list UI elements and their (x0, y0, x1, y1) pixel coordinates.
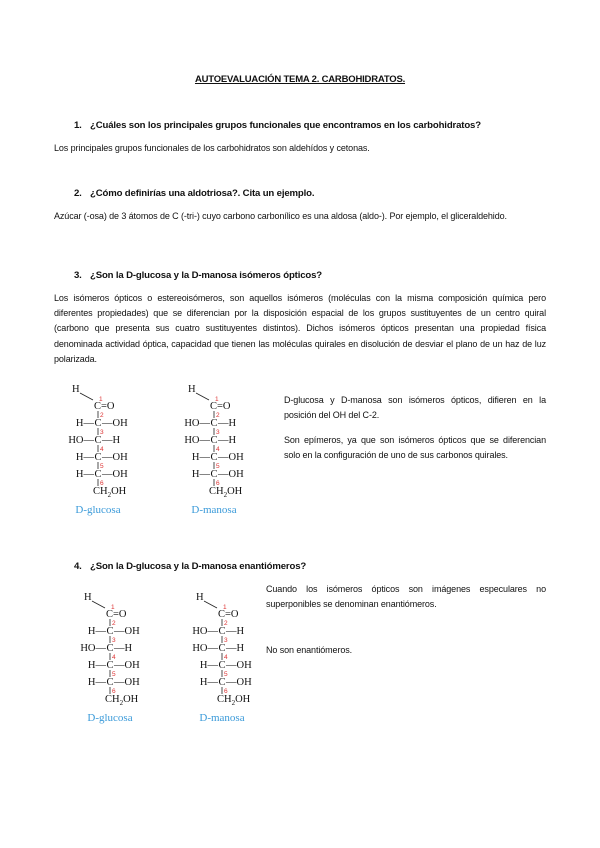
carbon-number: 1 (223, 604, 227, 611)
bond-line (80, 393, 93, 400)
carbon-number: 3 (112, 637, 116, 644)
chiral-carbon: C (106, 677, 114, 688)
terminal-group (217, 694, 251, 707)
terminal-sub: 2 (223, 491, 228, 499)
left-substituent: HO— (192, 643, 218, 654)
chiral-carbon: C (106, 643, 114, 654)
carbon-number: 2 (216, 412, 220, 419)
glucose-structure-q3 (56, 382, 166, 532)
left-substituent: HO— (80, 643, 106, 654)
left-substituent: HO— (192, 626, 218, 637)
chiral-carbon: C (218, 643, 226, 654)
mannose-structure-q4 (180, 590, 290, 740)
bond-line (196, 393, 209, 400)
question-text: ¿Cuáles son los principales grupos funcionales que encontramos en los carbohidratos? (90, 120, 481, 131)
chiral-carbon: C (218, 626, 226, 637)
carbon-number: 5 (224, 671, 228, 678)
question-number: 4. (74, 561, 82, 572)
carbon-number: 5 (216, 463, 220, 470)
carbon-number: 1 (111, 604, 115, 611)
terminal-sub: 2 (119, 699, 124, 707)
chiral-carbon: C (94, 452, 102, 463)
q4-side-text-1: Cuando los isómeros ópticos son imágenes especulares no superponibles se denominan enantiómeros. (266, 584, 546, 610)
terminal-group (105, 694, 139, 707)
chiral-carbon: C (210, 435, 218, 446)
question-1 (74, 120, 481, 131)
carbon-number: 4 (100, 446, 104, 453)
aldehyde-h: H (188, 384, 196, 395)
carbon-number: 6 (100, 480, 104, 487)
right-substituent: —OH (218, 452, 244, 463)
left-substituent: HO— (68, 435, 94, 446)
chiral-carbon: C (106, 660, 114, 671)
carbon-number: 5 (100, 463, 104, 470)
right-substituent: —H (102, 435, 121, 446)
carbon-number: 4 (112, 654, 116, 661)
left-substituent: H— (87, 677, 106, 688)
q4-side-text-2: No son enantiómeros. (266, 645, 353, 655)
carbon-number: 6 (224, 688, 228, 695)
terminal-sub: 2 (107, 491, 112, 499)
molecule-caption: D-glucosa (75, 504, 121, 516)
question-text: ¿Son la D-glucosa y la D-manosa isómeros ópticos? (90, 270, 323, 281)
aldehyde-h: H (84, 592, 92, 603)
carbonyl-group: C=O (94, 401, 115, 412)
aldehyde-h: H (72, 384, 80, 395)
question-3 (74, 270, 322, 281)
question-text: ¿Son la D-glucosa y la D-manosa enantiómeros? (90, 561, 307, 572)
answer-1: Los principales grupos funcionales de los carbohidratos son aldehídos y cetonas. (54, 143, 370, 153)
left-substituent: HO— (184, 418, 210, 429)
chiral-carbon: C (218, 677, 226, 688)
carbon-number: 4 (224, 654, 228, 661)
bond-line (204, 601, 217, 608)
terminal-sub: 2 (231, 699, 236, 707)
question-text: ¿Cómo definirías una aldotriosa?. Cita un ejemplo. (90, 188, 315, 199)
right-substituent: —OH (114, 626, 140, 637)
left-substituent: H— (75, 469, 94, 480)
terminal-oh: OH (123, 694, 139, 705)
right-substituent: —OH (114, 677, 140, 688)
carbon-number: 3 (224, 637, 228, 644)
chiral-carbon: C (94, 469, 102, 480)
answer-3: Los isómeros ópticos o estereoisómeros, son aquellos isómeros (moléculas con la misma composición química pero diferentes propiedades) que se diferencian por la disposición espacial de los grupos sustituyentes de un centro quiral (carbono que presenta sus cuatro sustituyentes distintos). Dichos isómeros ópticos presentan una propiedad física denominada actividad óptica, capacidad que tienen las moléculas quirales en disolución de desviar el plano de un haz de luz polarizada. (54, 293, 546, 364)
left-substituent: H— (191, 452, 210, 463)
right-substituent: —H (218, 435, 237, 446)
aldehyde-h: H (196, 592, 204, 603)
question-number: 3. (74, 270, 82, 281)
carbon-number: 3 (216, 429, 220, 436)
left-substituent: H— (87, 626, 106, 637)
right-substituent: —H (114, 643, 133, 654)
chiral-carbon: C (218, 660, 226, 671)
left-substituent: HO— (184, 435, 210, 446)
terminal-ch: CH (217, 694, 232, 705)
carbon-number: 4 (216, 446, 220, 453)
question-4 (74, 561, 306, 572)
right-substituent: —OH (102, 469, 128, 480)
carbon-number: 6 (112, 688, 116, 695)
carbon-number: 1 (99, 396, 103, 403)
q3-side-text-2: Son epímeros, ya que son isómeros ópticos que se diferencian solo en la configuración de uno de sus carbonos quirales. (284, 435, 546, 461)
terminal-ch: CH (93, 486, 108, 497)
molecule-caption: D-glucosa (87, 712, 133, 724)
carbon-number: 6 (216, 480, 220, 487)
carbonyl-group: C=O (218, 609, 239, 620)
question-number: 2. (74, 188, 82, 199)
right-substituent: —OH (226, 677, 252, 688)
right-substituent: —OH (102, 418, 128, 429)
terminal-oh: OH (235, 694, 251, 705)
left-substituent: H— (199, 677, 218, 688)
carbonyl-group: C=O (106, 609, 127, 620)
left-substituent: H— (75, 452, 94, 463)
right-substituent: —H (218, 418, 237, 429)
left-substituent: H— (75, 418, 94, 429)
terminal-group (93, 486, 127, 499)
chiral-carbon: C (106, 626, 114, 637)
bond-line (92, 601, 105, 608)
terminal-oh: OH (227, 486, 243, 497)
question-2 (74, 188, 314, 199)
terminal-ch: CH (209, 486, 224, 497)
chiral-carbon: C (210, 418, 218, 429)
carbon-number: 3 (100, 429, 104, 436)
glucose-structure-q4 (68, 590, 178, 740)
chiral-carbon: C (94, 418, 102, 429)
carbon-number: 2 (112, 620, 116, 627)
terminal-ch: CH (105, 694, 120, 705)
terminal-group (209, 486, 243, 499)
right-substituent: —H (226, 626, 245, 637)
chiral-carbon: C (210, 452, 218, 463)
right-substituent: —OH (114, 660, 140, 671)
mannose-structure-q3 (172, 382, 282, 532)
chiral-carbon: C (94, 435, 102, 446)
carbonyl-group: C=O (210, 401, 231, 412)
answer-2: Azúcar (-osa) de 3 átomos de C (-tri-) cuyo carbono carbonílico es una aldosa (aldo-). Por ejemplo, el gliceraldehido. (54, 211, 507, 221)
q3-side-text-1: D-glucosa y D-manosa son isómeros ópticos, difieren en la posición del OH del C-2. (284, 395, 546, 421)
right-substituent: —OH (226, 660, 252, 671)
carbon-number: 5 (112, 671, 116, 678)
left-substituent: H— (191, 469, 210, 480)
chiral-carbon: C (210, 469, 218, 480)
left-substituent: H— (87, 660, 106, 671)
carbon-number: 2 (224, 620, 228, 627)
page-title: AUTOEVALUACIÓN TEMA 2. CARBOHIDRATOS. (194, 74, 406, 85)
right-substituent: —OH (102, 452, 128, 463)
terminal-oh: OH (111, 486, 127, 497)
right-substituent: —OH (218, 469, 244, 480)
molecule-caption: D-manosa (191, 504, 237, 516)
molecule-caption: D-manosa (199, 712, 245, 724)
carbon-number: 2 (100, 412, 104, 419)
left-substituent: H— (199, 660, 218, 671)
right-substituent: —H (226, 643, 245, 654)
question-number: 1. (74, 120, 82, 131)
carbon-number: 1 (215, 396, 219, 403)
